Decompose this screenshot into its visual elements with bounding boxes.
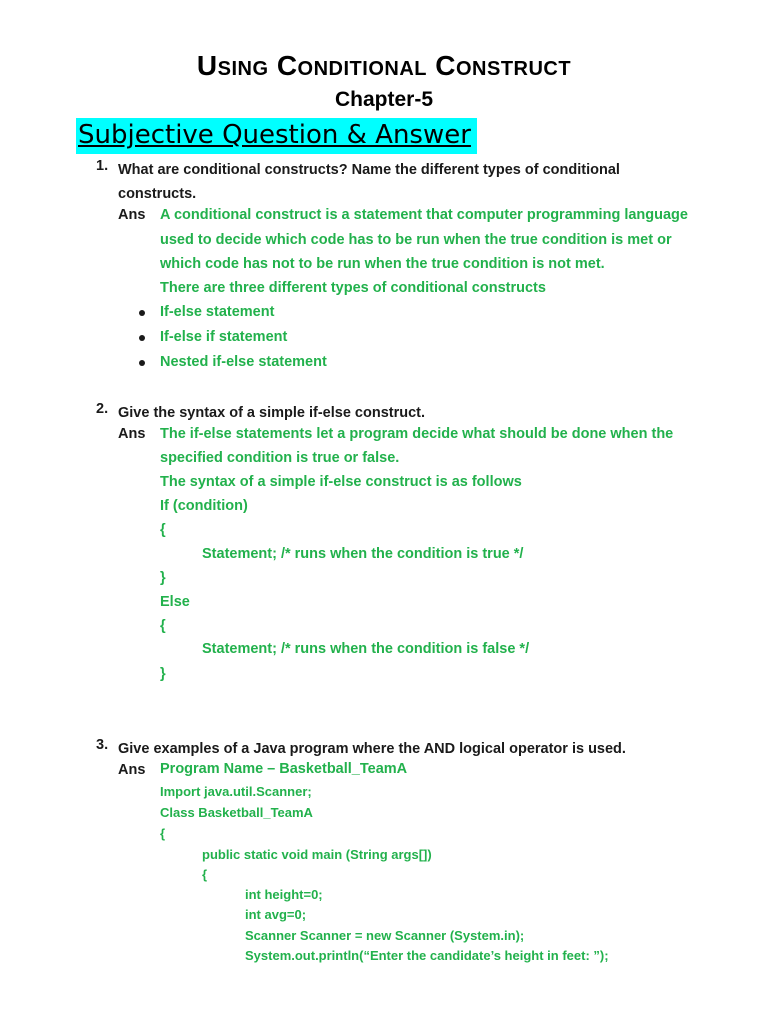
bullet-dot xyxy=(139,310,145,316)
question-text: Give the syntax of a simple if-else construct. xyxy=(118,405,426,421)
code-line: { xyxy=(160,826,166,841)
answer-line: The if-else statements let a program decide what should be done when the xyxy=(160,426,674,442)
code-line: int avg=0; xyxy=(245,907,307,922)
code-line: Class Basketball_TeamA xyxy=(160,805,313,820)
answer-line: which code has not to be run when the true condition is not met. xyxy=(160,256,605,272)
bullet-item: Nested if-else statement xyxy=(160,354,327,370)
answer-line: The syntax of a simple if-else construct is as follows xyxy=(160,474,522,490)
code-line: Else xyxy=(160,594,190,610)
bullet-item: If-else statement xyxy=(160,304,275,320)
code-line: If (condition) xyxy=(160,498,248,514)
answer-label: Ans xyxy=(118,762,146,778)
answer-line: A conditional construct is a statement that computer programming language xyxy=(160,207,688,223)
answer-line: specified condition is true or false. xyxy=(160,450,400,466)
bullet-dot xyxy=(139,360,145,366)
bullet-dot xyxy=(139,335,145,341)
question-number: 2. xyxy=(96,401,109,417)
program-name: Program Name – Basketball_TeamA xyxy=(160,761,408,777)
answer-line: There are three different types of conditional constructs xyxy=(160,280,546,296)
code-line: Scanner Scanner = new Scanner (System.in); xyxy=(245,928,525,943)
code-line: Statement; /* runs when the condition is true */ xyxy=(202,546,524,562)
question-number: 1. xyxy=(96,158,109,174)
question-line: constructs. xyxy=(118,186,197,202)
code-line: System.out.println(“Enter the candidate’s height in feet: ”); xyxy=(245,948,609,963)
answer-label: Ans xyxy=(118,426,146,442)
code-line: { xyxy=(160,522,166,538)
bullet-item: If-else if statement xyxy=(160,329,288,345)
question-text: Give examples of a Java program where the AND logical operator is used. xyxy=(118,741,626,757)
code-line: } xyxy=(160,666,166,682)
document-title: Using Conditional Construct xyxy=(196,50,572,81)
code-line: { xyxy=(160,618,166,634)
code-line: int height=0; xyxy=(245,887,323,902)
question-number: 3. xyxy=(96,737,109,753)
answer-line: used to decide which code has to be run when the true condition is met or xyxy=(160,232,672,248)
question-text xyxy=(118,158,678,206)
code-line: { xyxy=(202,867,208,882)
code-line: public static void main (String args[]) xyxy=(202,847,432,862)
section-heading: Subjective Question & Answer xyxy=(76,118,477,154)
code-line: Import java.util.Scanner; xyxy=(160,784,312,799)
code-line: Statement; /* runs when the condition is false */ xyxy=(202,641,530,657)
chapter-label: Chapter-5 xyxy=(334,88,434,111)
answer-label: Ans xyxy=(118,207,146,223)
code-line: } xyxy=(160,570,166,586)
question-line: What are conditional constructs? Name the different types of conditional xyxy=(118,162,620,178)
